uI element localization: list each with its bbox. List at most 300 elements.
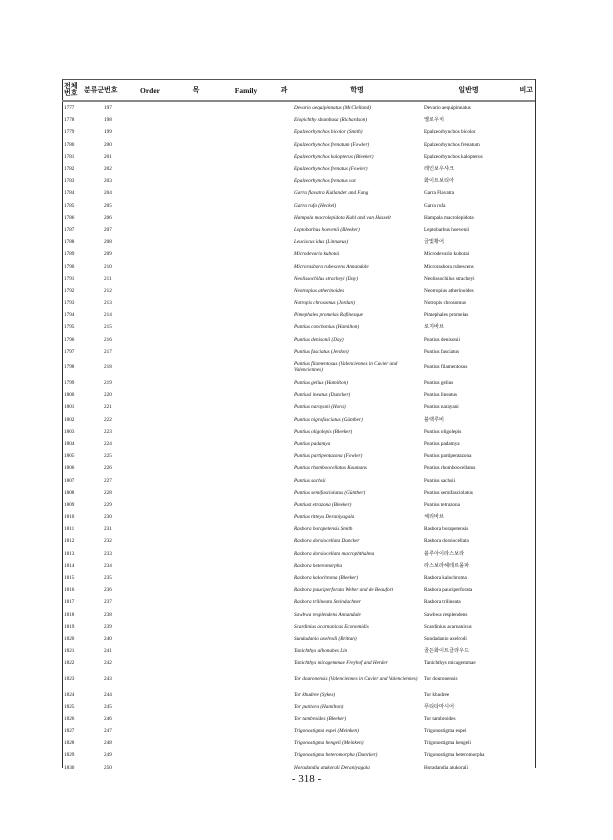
cell-gwa — [276, 151, 292, 163]
cell-mok — [176, 426, 216, 438]
cell-scientific-name: Puntius nigrofasciatus (Günther) — [294, 416, 363, 423]
table-row — [62, 474, 535, 486]
cell-scientific-name: Tanichthys micagemmae Freyhof and Herder — [294, 660, 388, 667]
cell-gwa — [276, 560, 292, 572]
cell-group — [82, 224, 102, 236]
cell-mok — [176, 163, 216, 175]
cell-number: 224 — [104, 440, 112, 447]
cell-mok — [176, 749, 216, 761]
cell-scientific-name: Puntius filamentosus (Valenciennes in Cuvier and Valenciennes) — [294, 361, 398, 374]
cell-note — [515, 645, 535, 657]
cell-order — [124, 321, 176, 333]
cell-group — [82, 621, 102, 633]
cell-group — [82, 260, 102, 272]
cell-total-no: 1789 — [64, 251, 75, 258]
cell-number: 211 — [104, 275, 112, 282]
cell-mok — [176, 175, 216, 187]
cell-common-name: Puntius gelius — [424, 380, 454, 387]
cell-note — [515, 499, 535, 511]
cell-scientific-name: Puntius semifasciolatus (Günther) — [294, 489, 366, 496]
cell-order — [124, 389, 176, 401]
cell-mok — [176, 236, 216, 248]
cell-scientific-name: Epalzeorhynchos kalopterus (Bleeker) — [294, 153, 374, 160]
cell-total-no: 1806 — [64, 465, 75, 472]
cell-family — [216, 749, 276, 761]
cell-total-no: 1778 — [64, 117, 75, 124]
cell-total-no: 1804 — [64, 440, 75, 447]
table-row — [62, 273, 535, 285]
cell-number: 238 — [104, 611, 112, 618]
cell-scientific-name: Epalzeorhynchos bicolor (Smith) — [294, 129, 363, 136]
cell-group — [82, 163, 102, 175]
cell-order — [124, 548, 176, 560]
cell-note — [515, 248, 535, 260]
cell-common-name: Leptobarbus hoevenii — [424, 226, 470, 233]
cell-order — [124, 212, 176, 224]
cell-order — [124, 474, 176, 486]
cell-gwa — [276, 688, 292, 700]
cell-group — [82, 236, 102, 248]
cell-order — [124, 511, 176, 523]
table-row — [62, 285, 535, 297]
cell-common-name: Epalzeorhynchos kalopterus — [424, 153, 483, 160]
cell-total-no: 1830 — [64, 764, 75, 771]
cell-note — [515, 462, 535, 474]
cell-number: 217 — [104, 348, 112, 355]
cell-note — [515, 309, 535, 321]
cell-mok — [176, 309, 216, 321]
cell-mok — [176, 572, 216, 584]
cell-scientific-name: Garra rufa (Heckel) — [294, 202, 337, 209]
cell-number: 203 — [104, 178, 112, 185]
cell-family — [216, 151, 276, 163]
cell-group — [82, 572, 102, 584]
cell-note — [515, 548, 535, 560]
cell-family — [216, 688, 276, 700]
cell-group — [82, 462, 102, 474]
species-table — [62, 79, 535, 774]
table-row — [62, 438, 535, 450]
cell-common-name: 레인보우샤크 — [424, 166, 455, 173]
cell-family — [216, 701, 276, 713]
cell-gwa — [276, 487, 292, 499]
cell-common-name: Puntius partipentazona — [424, 453, 472, 460]
cell-gwa — [276, 737, 292, 749]
cell-scientific-name: Rasbora kalochroma (Bleeker) — [294, 575, 359, 582]
cell-group — [82, 285, 102, 297]
cell-note — [515, 175, 535, 187]
cell-note — [515, 688, 535, 700]
cell-group — [82, 713, 102, 725]
cell-gwa — [276, 224, 292, 236]
cell-family — [216, 548, 276, 560]
cell-scientific-name: Rasbora dorsiocellata Duncker — [294, 538, 360, 545]
cell-common-name: Epalzeorhynchos frenatum — [424, 141, 480, 148]
cell-total-no: 1816 — [64, 587, 75, 594]
cell-total-no: 1794 — [64, 312, 75, 319]
cell-order — [124, 669, 176, 688]
cell-gwa — [276, 596, 292, 608]
cell-common-name: Puntius sachsii — [424, 477, 455, 484]
cell-gwa — [276, 139, 292, 151]
cell-common-name: Microdevario kubotai — [424, 251, 470, 258]
cell-group — [82, 560, 102, 572]
cell-gwa — [276, 414, 292, 426]
cell-note — [515, 633, 535, 645]
cell-gwa — [276, 450, 292, 462]
cell-common-name: Rasbora trilineata — [424, 599, 461, 606]
cell-mok — [176, 523, 216, 535]
cell-number: 201 — [104, 153, 112, 160]
cell-number: 248 — [104, 740, 112, 747]
cell-order — [124, 749, 176, 761]
header-group: 분류군 — [84, 86, 105, 94]
cell-note — [515, 187, 535, 199]
table-row — [62, 248, 535, 260]
header-common-name: 일반명 — [458, 86, 479, 94]
cell-scientific-name: Puntius oligolepis (Bleeker) — [294, 428, 353, 435]
cell-number: 198 — [104, 117, 112, 124]
cell-family — [216, 669, 276, 688]
cell-note — [515, 584, 535, 596]
cell-scientific-name: Tor douronensis (Valenciennes in Cuvier and Valenciennes) — [294, 675, 418, 682]
cell-order — [124, 487, 176, 499]
cell-scientific-name: Elopichthy sbambusa (Richardson) — [294, 117, 367, 124]
cell-order — [124, 450, 176, 462]
table-row — [62, 414, 535, 426]
cell-order — [124, 645, 176, 657]
cell-total-no: 1819 — [64, 623, 75, 630]
cell-common-name: 골든화이트클라우드 — [424, 648, 470, 655]
cell-mok — [176, 297, 216, 309]
cell-family — [216, 401, 276, 413]
cell-scientific-name: Trigonostigma heteromorpha (Duncker) — [294, 752, 378, 759]
table-row — [62, 749, 535, 761]
cell-note — [515, 713, 535, 725]
cell-note — [515, 260, 535, 272]
cell-gwa — [276, 749, 292, 761]
cell-note — [515, 321, 535, 333]
cell-total-no: 1799 — [64, 380, 75, 387]
cell-gwa — [276, 621, 292, 633]
cell-order — [124, 462, 176, 474]
cell-total-no: 1787 — [64, 226, 75, 233]
cell-group — [82, 187, 102, 199]
cell-total-no: 1813 — [64, 550, 75, 557]
cell-order — [124, 572, 176, 584]
cell-order — [124, 358, 176, 377]
cell-mok — [176, 474, 216, 486]
cell-mok — [176, 701, 216, 713]
cell-mok — [176, 224, 216, 236]
table-row — [62, 499, 535, 511]
cell-total-no: 1807 — [64, 477, 75, 484]
cell-number: 229 — [104, 501, 112, 508]
cell-note — [515, 224, 535, 236]
cell-family — [216, 511, 276, 523]
cell-number: 236 — [104, 587, 112, 594]
cell-scientific-name: Trigonostigma hengeli (Meinken) — [294, 740, 364, 747]
cell-mok — [176, 438, 216, 450]
cell-family — [216, 297, 276, 309]
cell-total-no: 1782 — [64, 166, 75, 173]
cell-order — [124, 309, 176, 321]
table-row — [62, 487, 535, 499]
cell-group — [82, 401, 102, 413]
table-row — [62, 669, 535, 688]
cell-total-no: 1817 — [64, 599, 75, 606]
cell-total-no: 1780 — [64, 141, 75, 148]
cell-common-name: Puntius denisonii — [424, 336, 460, 343]
cell-note — [515, 212, 535, 224]
cell-number: 209 — [104, 251, 112, 258]
cell-common-name: Rasbora pauciperforata — [424, 587, 473, 594]
cell-group — [82, 101, 102, 114]
cell-scientific-name: Devario aequipinnatus (McClelland) — [294, 105, 371, 112]
cell-family — [216, 163, 276, 175]
cell-group — [82, 657, 102, 669]
cell-family — [216, 645, 276, 657]
cell-number: 250 — [104, 764, 112, 771]
cell-gwa — [276, 200, 292, 212]
cell-family — [216, 377, 276, 389]
cell-family — [216, 175, 276, 187]
cell-order — [124, 633, 176, 645]
table-row — [62, 609, 535, 621]
cell-total-no: 1811 — [64, 526, 75, 533]
cell-note — [515, 701, 535, 713]
header-mok: 목 — [192, 86, 200, 94]
cell-order — [124, 260, 176, 272]
cell-mok — [176, 596, 216, 608]
cell-family — [216, 321, 276, 333]
table-row — [62, 725, 535, 737]
cell-note — [515, 572, 535, 584]
cell-gwa — [276, 701, 292, 713]
cell-group — [82, 346, 102, 358]
cell-family — [216, 621, 276, 633]
cell-order — [124, 139, 176, 151]
cell-mok — [176, 187, 216, 199]
cell-order — [124, 426, 176, 438]
table-right-border — [535, 79, 536, 768]
cell-group — [82, 645, 102, 657]
cell-mok — [176, 511, 216, 523]
cell-order — [124, 334, 176, 346]
cell-family — [216, 657, 276, 669]
cell-order — [124, 713, 176, 725]
cell-family — [216, 596, 276, 608]
cell-total-no: 1825 — [64, 703, 75, 710]
cell-note — [515, 487, 535, 499]
cell-gwa — [276, 426, 292, 438]
table-row — [62, 657, 535, 669]
cell-number: 241 — [104, 648, 112, 655]
cell-gwa — [276, 187, 292, 199]
cell-number: 237 — [104, 599, 112, 606]
cell-gwa — [276, 377, 292, 389]
cell-scientific-name: Puntiust etrazona (Bleeker) — [294, 501, 352, 508]
table-row — [62, 450, 535, 462]
cell-family — [216, 273, 276, 285]
cell-order — [124, 285, 176, 297]
cell-family — [216, 737, 276, 749]
cell-total-no: 1805 — [64, 453, 75, 460]
cell-scientific-name: Rasbora trilineata Steindachner — [294, 599, 361, 606]
cell-total-no: 1826 — [64, 715, 75, 722]
cell-total-no: 1793 — [64, 300, 75, 307]
table-row — [62, 309, 535, 321]
cell-scientific-name: Puntius denisonii (Day) — [294, 336, 344, 343]
cell-total-no: 1777 — [64, 105, 75, 112]
cell-gwa — [276, 438, 292, 450]
table-row — [62, 426, 535, 438]
cell-group — [82, 212, 102, 224]
cell-total-no: 1798 — [64, 364, 75, 371]
cell-mok — [176, 725, 216, 737]
cell-mok — [176, 633, 216, 645]
cell-mok — [176, 151, 216, 163]
table-row — [62, 260, 535, 272]
cell-gwa — [276, 499, 292, 511]
table-row — [62, 377, 535, 389]
cell-group — [82, 414, 102, 426]
cell-mok — [176, 414, 216, 426]
cell-group — [82, 725, 102, 737]
cell-common-name: Hampala macrolepidota — [424, 214, 474, 221]
cell-gwa — [276, 584, 292, 596]
cell-group — [82, 633, 102, 645]
cell-family — [216, 713, 276, 725]
cell-group — [82, 389, 102, 401]
cell-number: 221 — [104, 404, 112, 411]
cell-number: 235 — [104, 575, 112, 582]
cell-gwa — [276, 114, 292, 126]
cell-note — [515, 511, 535, 523]
cell-number: 220 — [104, 392, 112, 399]
cell-scientific-name: Puntius partipentazona (Fowler) — [294, 453, 363, 460]
cell-order — [124, 273, 176, 285]
cell-number: 213 — [104, 300, 112, 307]
cell-common-name: 체리바브 — [424, 514, 445, 521]
cell-number: 222 — [104, 416, 112, 423]
cell-gwa — [276, 273, 292, 285]
cell-number: 227 — [104, 477, 112, 484]
cell-number: 232 — [104, 538, 112, 545]
cell-family — [216, 609, 276, 621]
cell-note — [515, 426, 535, 438]
cell-number: 219 — [104, 380, 112, 387]
cell-note — [515, 414, 535, 426]
cell-group — [82, 248, 102, 260]
cell-note — [515, 737, 535, 749]
cell-common-name: Rasbora dorsiocellata — [424, 538, 469, 545]
cell-note — [515, 273, 535, 285]
cell-group — [82, 584, 102, 596]
cell-common-name: Trigonostigma hengeli — [424, 740, 471, 747]
cell-family — [216, 725, 276, 737]
cell-gwa — [276, 762, 292, 774]
header-gwa: 과 — [280, 86, 288, 94]
cell-total-no: 1796 — [64, 336, 75, 343]
cell-order — [124, 401, 176, 413]
cell-common-name: Horadandia atukorali — [424, 764, 468, 771]
cell-scientific-name: Rasbora heteromorpha — [294, 562, 343, 569]
cell-note — [515, 114, 535, 126]
cell-common-name: Garra rufa — [424, 202, 446, 209]
cell-total-no: 1783 — [64, 178, 75, 185]
cell-scientific-name: Leuciscus idus (Linnaeus) — [294, 239, 349, 246]
cell-group — [82, 438, 102, 450]
cell-order — [124, 414, 176, 426]
cell-family — [216, 438, 276, 450]
cell-scientific-name: Hampala macrolepidota Kuhl and van Hasselt — [294, 214, 391, 221]
cell-scientific-name: Tor tambroides (Bleeker) — [294, 715, 347, 722]
cell-number: 210 — [104, 263, 112, 270]
cell-group — [82, 688, 102, 700]
cell-family — [216, 101, 276, 114]
cell-scientific-name: Puntius narayani (Hora) — [294, 404, 346, 411]
cell-family — [216, 584, 276, 596]
cell-scientific-name: Neotropius atherinoides — [294, 287, 345, 294]
cell-group — [82, 762, 102, 774]
cell-common-name: Microrasbora rubescens — [424, 263, 474, 270]
table-row — [62, 596, 535, 608]
table-row — [62, 737, 535, 749]
table-row — [62, 762, 535, 774]
cell-number: 223 — [104, 428, 112, 435]
cell-gwa — [276, 511, 292, 523]
cell-order — [124, 499, 176, 511]
table-row — [62, 645, 535, 657]
cell-family — [216, 309, 276, 321]
cell-mok — [176, 273, 216, 285]
cell-family — [216, 200, 276, 212]
cell-common-name: Pimephales promelas — [424, 312, 469, 319]
cell-common-name: Neotropius atherinoides — [424, 287, 474, 294]
cell-total-no: 1784 — [64, 190, 75, 197]
cell-family — [216, 572, 276, 584]
cell-gwa — [276, 285, 292, 297]
cell-order — [124, 346, 176, 358]
cell-mok — [176, 762, 216, 774]
cell-mok — [176, 487, 216, 499]
cell-number: 226 — [104, 465, 112, 472]
cell-family — [216, 126, 276, 138]
cell-gwa — [276, 572, 292, 584]
cell-group — [82, 548, 102, 560]
cell-note — [515, 450, 535, 462]
cell-total-no: 1802 — [64, 416, 75, 423]
cell-common-name: Garra Flavatra — [424, 190, 455, 197]
cell-common-name: Trigonostigma heteromorpha — [424, 752, 485, 759]
cell-family — [216, 450, 276, 462]
cell-number: 240 — [104, 635, 112, 642]
cell-total-no: 1818 — [64, 611, 75, 618]
cell-mok — [176, 462, 216, 474]
cell-mok — [176, 535, 216, 547]
cell-group — [82, 669, 102, 688]
cell-number: 249 — [104, 752, 112, 759]
cell-scientific-name: Puntiusl ineatus (Duncker) — [294, 392, 351, 399]
cell-gwa — [276, 633, 292, 645]
cell-gwa — [276, 248, 292, 260]
cell-group — [82, 321, 102, 333]
cell-order — [124, 200, 176, 212]
cell-order — [124, 114, 176, 126]
table-row — [62, 187, 535, 199]
cell-group — [82, 596, 102, 608]
